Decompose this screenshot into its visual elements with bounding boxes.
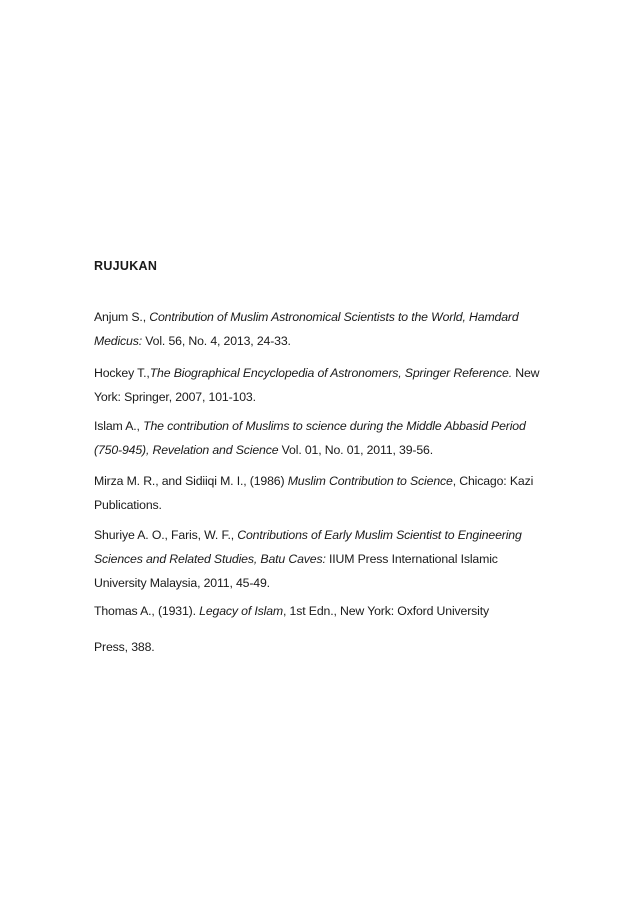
reference-text: , Chicago: Kazi [452, 474, 534, 488]
reference-line [94, 593, 546, 629]
reference-entry [94, 361, 546, 409]
reference-text: University Malaysia, 2011, 45-49. [94, 576, 270, 590]
section-heading: RUJUKAN [94, 259, 158, 273]
reference-text: Press, 388. [94, 640, 155, 654]
reference-title-text: The Biographical Encyclopedia of Astronomers, Springer Reference. [149, 366, 512, 380]
reference-line [94, 385, 546, 409]
reference-title-text: Contributions of Early Muslim Scientist to Engineering [237, 528, 522, 542]
reference-title-text: Muslim Contribution to Science [287, 474, 453, 488]
reference-title-text: (750-945), Revelation and Science [94, 443, 282, 457]
reference-line [94, 414, 546, 438]
reference-text: , 1st Edn., New York: Oxford University [283, 604, 490, 618]
reference-line [94, 438, 546, 462]
reference-text: Hockey T., [94, 366, 150, 380]
reference-entry [94, 305, 546, 353]
reference-text: Vol. 56, No. 4, 2013, 24-33. [145, 334, 291, 348]
reference-line [94, 493, 546, 517]
reference-line [94, 329, 546, 353]
reference-line [94, 547, 546, 571]
reference-text: Mirza M. R., and Sidiiqi M. I., (1986) [94, 474, 288, 488]
reference-line [94, 571, 546, 595]
reference-entry [94, 593, 546, 665]
reference-title-text: Legacy of Islam [199, 604, 284, 618]
reference-text: Publications. [94, 498, 162, 512]
reference-title-text: Sciences and Related Studies, Batu Caves: [94, 552, 329, 566]
reference-entry [94, 414, 546, 462]
reference-title-text: Medicus: [94, 334, 146, 348]
reference-text: York: Springer, 2007, 101-103. [94, 390, 256, 404]
reference-text: Islam A., [94, 419, 144, 433]
reference-line [94, 629, 546, 665]
reference-text: Vol. 01, No. 01, 2011, 39-56. [281, 443, 433, 457]
reference-text: Thomas A., (1931). [94, 604, 200, 618]
reference-list [94, 305, 546, 665]
reference-entry [94, 523, 546, 595]
reference-title-text: The contribution of Muslims to science during the Middle Abbasid Period [143, 419, 526, 433]
reference-line [94, 523, 546, 547]
reference-line [94, 361, 546, 385]
reference-title-text: Contribution of Muslim Astronomical Scientists to the World, Hamdard [149, 310, 519, 324]
reference-text: Shuriye A. O., Faris, W. F., [94, 528, 238, 542]
reference-text: New [512, 366, 540, 380]
reference-line [94, 305, 546, 329]
reference-text: Anjum S., [94, 310, 150, 324]
reference-entry [94, 469, 546, 517]
reference-text: IIUM Press International Islamic [329, 552, 498, 566]
reference-line [94, 469, 546, 493]
